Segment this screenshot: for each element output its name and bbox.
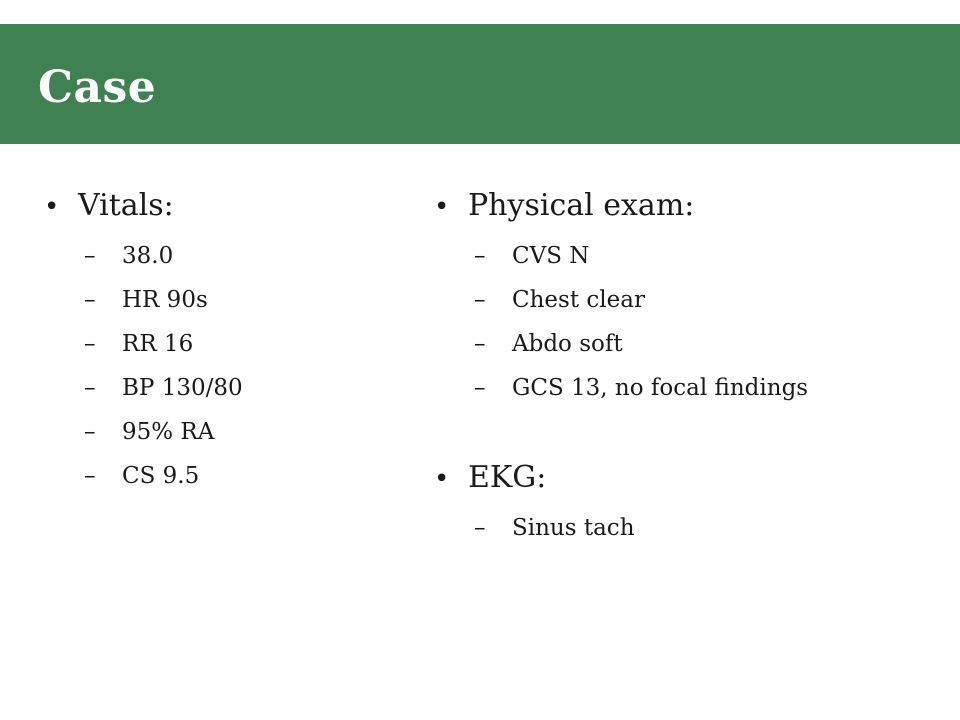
physical-exam-list: [434, 234, 944, 410]
vitals-column: [44, 184, 374, 498]
dash-icon: –: [84, 419, 96, 445]
vitals-bullet: [44, 184, 374, 228]
exam-abdo: Abdo soft: [512, 331, 623, 357]
dash-icon: –: [474, 331, 486, 357]
vitals-heading: Vitals:: [78, 188, 174, 223]
vitals-list: [44, 234, 374, 498]
ekg-list: [434, 506, 944, 550]
list-item: [434, 506, 944, 550]
vital-temp: 38.0: [122, 243, 174, 269]
vital-rr: RR 16: [122, 331, 194, 357]
list-item: [44, 278, 374, 322]
list-item: [44, 410, 374, 454]
bullet-icon: •: [434, 192, 450, 222]
dash-icon: –: [474, 375, 486, 401]
dash-icon: –: [474, 515, 486, 541]
list-item: [44, 234, 374, 278]
dash-icon: –: [84, 375, 96, 401]
list-item: [434, 278, 944, 322]
exam-cvs: CVS N: [512, 243, 590, 269]
vital-hr: HR 90s: [122, 287, 208, 313]
physical-exam-heading: Physical exam:: [468, 188, 695, 223]
dash-icon: –: [84, 243, 96, 269]
vital-sat: 95% RA: [122, 419, 215, 445]
slide-title: Case: [38, 62, 157, 113]
ekg-bullet: [434, 456, 944, 500]
ekg-finding: Sinus tach: [512, 515, 635, 541]
exam-gcs: GCS 13, no focal findings: [512, 375, 809, 401]
dash-icon: –: [474, 243, 486, 269]
list-item: [44, 322, 374, 366]
list-item: [44, 454, 374, 498]
vital-bp: BP 130/80: [122, 375, 243, 401]
dash-icon: –: [84, 287, 96, 313]
vital-cs: CS 9.5: [122, 463, 200, 489]
list-item: [44, 366, 374, 410]
bullet-icon: •: [434, 464, 450, 494]
list-item: [434, 234, 944, 278]
dash-icon: –: [84, 463, 96, 489]
bullet-icon: •: [44, 192, 60, 222]
ekg-heading: EKG:: [468, 460, 547, 495]
exam-chest: Chest clear: [512, 287, 645, 313]
dash-icon: –: [84, 331, 96, 357]
section-spacer: [434, 410, 944, 456]
physical-exam-bullet: [434, 184, 944, 228]
list-item: [434, 366, 944, 410]
exam-column: [434, 184, 944, 550]
list-item: [434, 322, 944, 366]
dash-icon: –: [474, 287, 486, 313]
